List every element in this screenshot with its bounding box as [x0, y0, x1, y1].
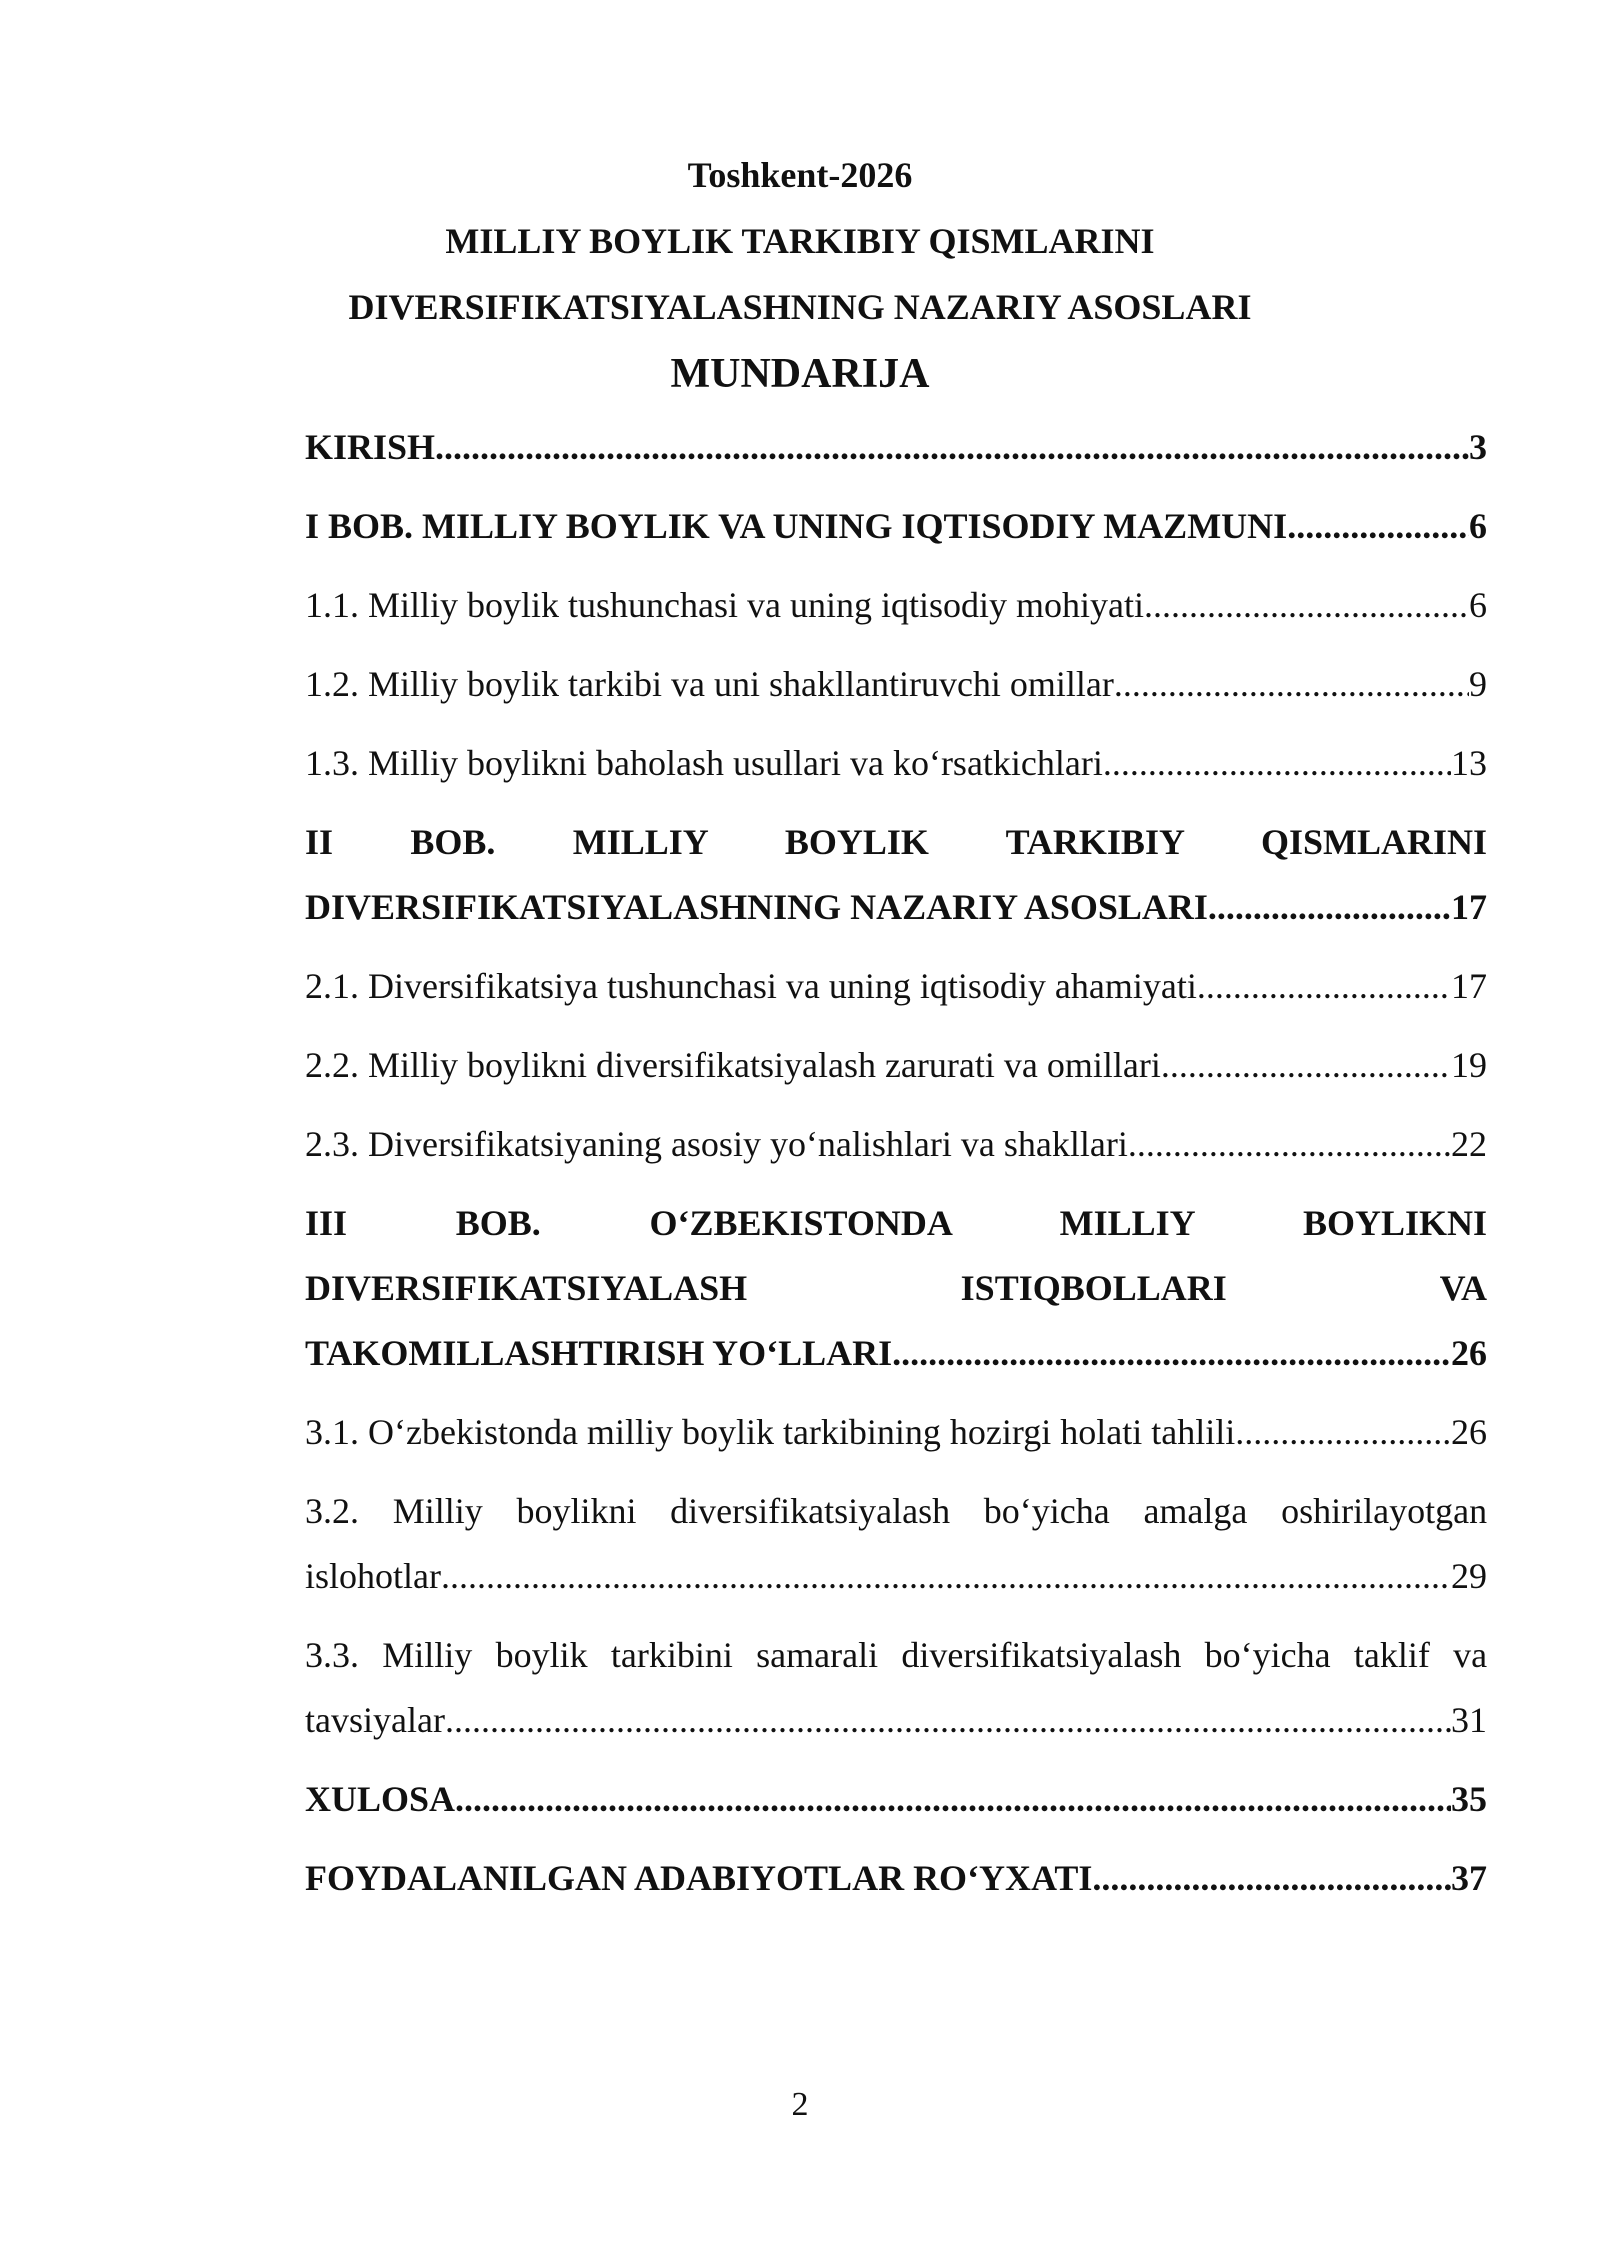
toc-entry-section-3-1[interactable] [305, 1400, 1487, 1465]
toc-word: 3.2. [305, 1491, 359, 1531]
toc-label: 3.1. O‘zbekistonda milliy boylik tarkibining hozirgi holati tahlili [305, 1412, 1236, 1452]
toc-word: va [1453, 1635, 1488, 1675]
dot-leader [455, 1767, 1451, 1832]
toc-word: 3.3. [305, 1635, 359, 1675]
toc-word: III [305, 1203, 348, 1243]
dot-leader [1161, 1033, 1451, 1098]
toc-entry-section-3-3[interactable] [305, 1623, 1487, 1753]
toc-label-line [305, 1623, 1487, 1688]
toc-word: BOB. [455, 1203, 541, 1243]
toc-heading: MUNDARIJA [670, 351, 930, 397]
toc-word: BOYLIK [784, 822, 929, 862]
toc-label: I BOB. MILLIY BOYLIK VA UNING IQTISODIY MAZMUNI [305, 506, 1288, 546]
toc-page-number: 26 [1451, 1333, 1487, 1373]
toc-entry-chapter-1[interactable] [305, 494, 1487, 559]
toc-entry-section-2-2[interactable] [305, 1033, 1487, 1098]
toc-label: 2.1. Diversifikatsiya tushunchasi va uning iqtisodiy ahamiyati [305, 966, 1197, 1006]
toc-word: tarkibini [610, 1635, 733, 1675]
toc-word: boylikni [516, 1491, 637, 1531]
toc-entry-section-1-2[interactable] [305, 652, 1487, 717]
toc-label: tavsiyalar [305, 1700, 445, 1740]
toc-entry-adabiyotlar[interactable] [305, 1846, 1487, 1911]
dot-leader [1092, 1846, 1451, 1911]
toc-entry-xulosa[interactable] [305, 1767, 1487, 1832]
dot-leader [1103, 731, 1451, 796]
toc-page-number: 9 [1469, 664, 1487, 704]
toc-page-number: 3 [1469, 427, 1487, 467]
toc-entry-kirish[interactable] [305, 415, 1487, 480]
toc-word: BOB. [410, 822, 496, 862]
document-title-line-2: DIVERSIFIKATSIYALASHNING NAZARIY ASOSLARI [348, 287, 1252, 327]
toc-word: bo‘yicha [1204, 1635, 1331, 1675]
toc-page-number: 22 [1451, 1124, 1487, 1164]
toc-word: amalga [1143, 1491, 1248, 1531]
dot-leader [441, 1544, 1451, 1609]
toc-label-line [305, 1256, 1487, 1321]
dot-leader [1114, 652, 1469, 717]
dot-leader [1128, 1112, 1451, 1177]
toc-entry-section-2-1[interactable] [305, 954, 1487, 1019]
toc-label-line [305, 810, 1487, 875]
toc-word: II [305, 822, 334, 862]
dot-leader [892, 1321, 1451, 1386]
dot-leader [1197, 954, 1451, 1019]
toc-word: ISTIQBOLLARI [960, 1268, 1227, 1308]
toc-entry-section-3-2[interactable] [305, 1479, 1487, 1609]
toc-label: FOYDALANILGAN ADABIYOTLAR RO‘YXATI [305, 1858, 1093, 1898]
dot-leader [1235, 1400, 1451, 1465]
toc-label-line [305, 1191, 1487, 1256]
toc-label: 2.2. Milliy boylikni diversifikatsiyalash zarurati va omillari [305, 1045, 1161, 1085]
toc-page-number: 35 [1451, 1779, 1487, 1819]
toc-label-line [305, 1479, 1487, 1544]
page-number: 2 [791, 2086, 809, 2123]
toc-word: O‘ZBEKISTONDA [649, 1203, 951, 1243]
toc-page-number: 6 [1469, 585, 1487, 625]
toc-word: TARKIBIY [1005, 822, 1184, 862]
toc-label: KIRISH [305, 427, 436, 467]
toc-word: bo‘yicha [983, 1491, 1110, 1531]
toc-label: 1.2. Milliy boylik tarkibi va uni shakllantiruvchi omillar [305, 664, 1114, 704]
toc-word: boylik [495, 1635, 588, 1675]
toc-page-number: 19 [1451, 1045, 1487, 1085]
toc-word: diversifikatsiyalash [670, 1491, 951, 1531]
toc-page-number: 17 [1451, 887, 1487, 927]
toc-entry-section-2-3[interactable] [305, 1112, 1487, 1177]
toc-word: MILLIY [572, 822, 708, 862]
toc-entry-chapter-2[interactable] [305, 810, 1487, 940]
toc-word: MILLIY [1059, 1203, 1195, 1243]
toc-page-number: 17 [1451, 966, 1487, 1006]
toc-label: 2.3. Diversifikatsiyaning asosiy yo‘nalishlari va shakllari [305, 1124, 1128, 1164]
toc-page-number: 6 [1469, 506, 1487, 546]
toc-label: 1.1. Milliy boylik tushunchasi va uning iqtisodiy mohiyati [305, 585, 1144, 625]
toc-page-number: 37 [1451, 1858, 1487, 1898]
toc-page-number: 26 [1451, 1412, 1487, 1452]
toc-word: VA [1439, 1268, 1487, 1308]
toc-page-number: 31 [1451, 1700, 1487, 1740]
dot-leader [1287, 494, 1469, 559]
toc-word: Milliy [382, 1635, 473, 1675]
document-title-line-1: MILLIY BOYLIK TARKIBIY QISMLARINI [445, 221, 1155, 261]
toc-entry-chapter-3[interactable] [305, 1191, 1487, 1386]
dot-leader [1208, 875, 1451, 940]
toc-page-number: 13 [1451, 743, 1487, 783]
toc-word: Milliy [392, 1491, 483, 1531]
toc-word: oshirilayotgan [1281, 1491, 1488, 1531]
toc-word: QISMLARINI [1260, 822, 1488, 862]
dot-leader [1144, 573, 1469, 638]
toc-word: diversifikatsiyalash [901, 1635, 1182, 1675]
toc-label: islohotlar [305, 1556, 441, 1596]
toc-page-number: 29 [1451, 1556, 1487, 1596]
toc-word: BOYLIKNI [1303, 1203, 1488, 1243]
toc-word: samarali [756, 1635, 879, 1675]
table-of-contents [305, 415, 1487, 1925]
dot-leader [445, 1688, 1451, 1753]
toc-word: taklif [1353, 1635, 1430, 1675]
toc-entry-section-1-1[interactable] [305, 573, 1487, 638]
toc-label: DIVERSIFIKATSIYALASHNING NAZARIY ASOSLARI [305, 887, 1208, 927]
toc-label: XULOSA [305, 1779, 456, 1819]
dot-leader [435, 415, 1469, 480]
toc-entry-section-1-3[interactable] [305, 731, 1487, 796]
toc-label: 1.3. Milliy boylikni baholash usullari va ko‘rsatkichlari [305, 743, 1103, 783]
toc-word: DIVERSIFIKATSIYALASH [305, 1268, 748, 1308]
toc-label: TAKOMILLASHTIRISH YO‘LLARI [305, 1333, 893, 1373]
city-year: Toshkent-2026 [687, 155, 913, 195]
